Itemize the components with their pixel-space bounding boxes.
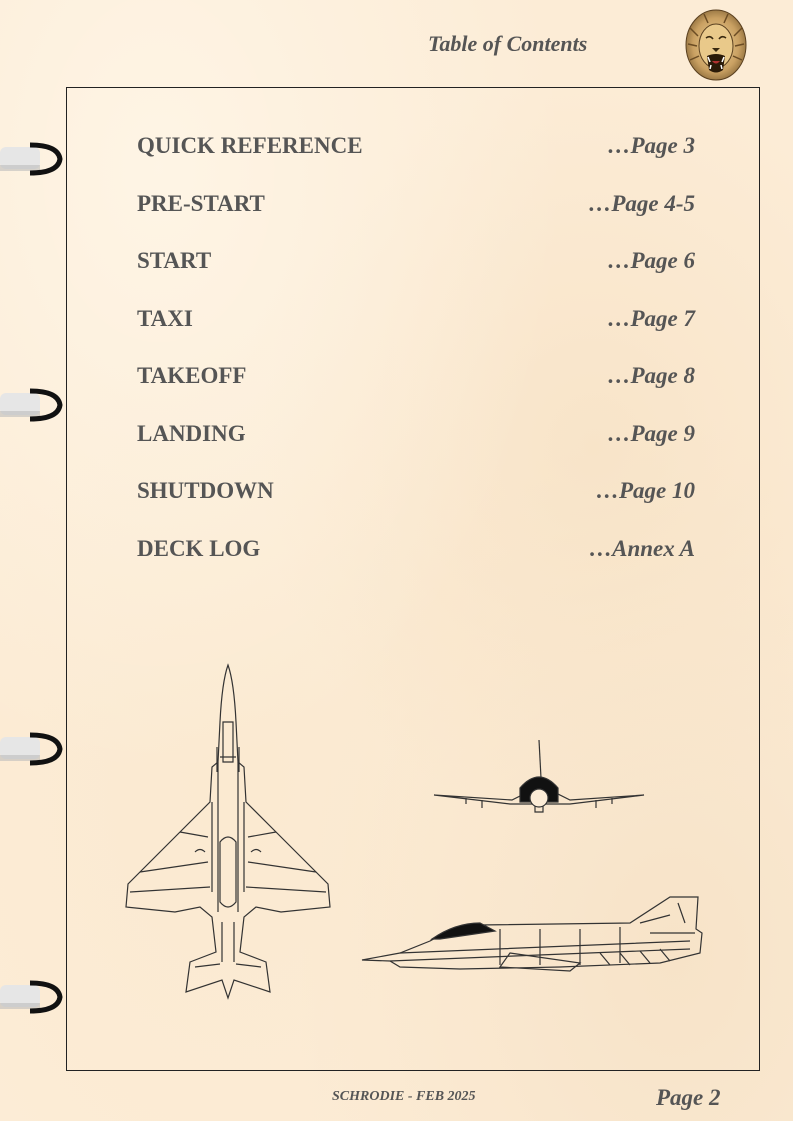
table-of-contents <box>137 133 695 593</box>
aircraft-side-view-illustration <box>360 893 706 977</box>
toc-entry-page: …Page 10 <box>595 478 695 503</box>
binder-ring-icon <box>0 137 66 181</box>
aircraft-front-view-illustration <box>432 738 648 818</box>
toc-entry[interactable] <box>137 363 695 421</box>
toc-entry[interactable] <box>137 306 695 364</box>
toc-entry-title: TAXI <box>137 305 193 331</box>
toc-entry[interactable] <box>137 421 695 479</box>
binder-ring-icon <box>0 383 66 427</box>
binder-ring-icon <box>0 975 66 1019</box>
toc-entry[interactable] <box>137 248 695 306</box>
toc-entry-page: …Annex A <box>589 535 695 561</box>
toc-entry-page: …Page 7 <box>607 305 695 331</box>
toc-entry-title: PRE-START <box>137 190 265 216</box>
aircraft-top-view-illustration <box>120 662 336 1002</box>
footer-page-number: Page 2 <box>656 1085 721 1110</box>
toc-entry[interactable] <box>137 478 695 536</box>
toc-entry-title: LANDING <box>137 420 246 446</box>
toc-entry-title: QUICK REFERENCE <box>137 133 363 158</box>
toc-entry[interactable] <box>137 536 695 594</box>
toc-entry-title: SHUTDOWN <box>137 478 274 503</box>
toc-entry-page: …Page 3 <box>607 133 695 158</box>
footer-author: SCHRODIE - FEB 2025 <box>332 1089 476 1104</box>
binder-ring-icon <box>0 727 66 771</box>
toc-entry-page: …Page 8 <box>607 363 695 388</box>
lion-head-icon <box>684 8 748 82</box>
toc-entry-page: …Page 6 <box>607 248 695 273</box>
toc-entry[interactable] <box>137 191 695 249</box>
toc-entry[interactable] <box>137 133 695 191</box>
toc-entry-page: …Page 4-5 <box>588 190 695 216</box>
page-title: Table of Contents <box>428 31 588 56</box>
toc-entry-title: TAKEOFF <box>137 363 247 388</box>
toc-entry-page: …Page 9 <box>607 420 695 446</box>
toc-entry-title: DECK LOG <box>137 535 261 561</box>
toc-entry-title: START <box>137 248 212 273</box>
